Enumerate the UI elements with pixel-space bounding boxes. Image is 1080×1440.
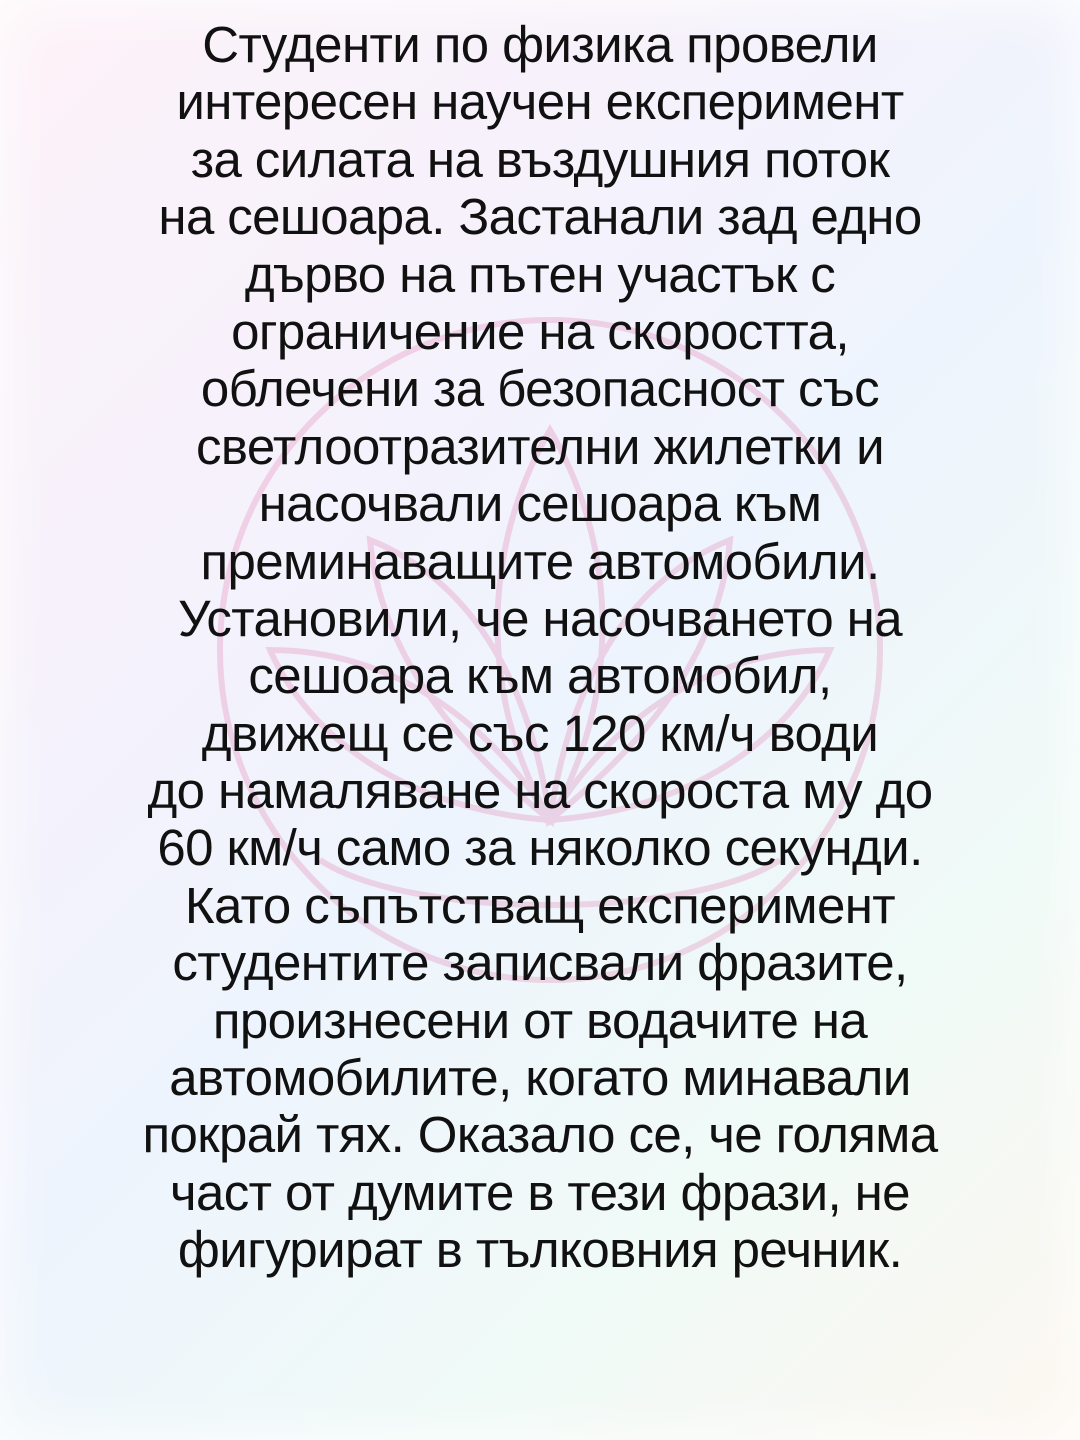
text-line: на сешоара. Застанали зад едно xyxy=(158,188,922,246)
text-line: движещ се със 120 км/ч води xyxy=(201,704,879,762)
text-line: Установили, че насочването на xyxy=(177,589,903,647)
text-line: студентите записвали фразите, xyxy=(172,934,908,992)
text-line: преминаващите автомобили. xyxy=(200,532,880,590)
text-line: насочвали сешоара към xyxy=(258,475,822,533)
quote-text xyxy=(0,16,1080,1279)
text-line: за силата на въздушния поток xyxy=(190,130,890,188)
text-line: ограничение на скоростта, xyxy=(231,302,849,360)
text-line: облечени за безопасност със xyxy=(200,360,880,418)
text-line: покрай тях. Оказало се, че голяма xyxy=(142,1106,938,1164)
text-line: до намаляване на скороста му до xyxy=(147,762,933,820)
text-line: Като съпътстващ експеримент xyxy=(184,876,896,934)
text-line: 60 км/ч само за няколко секунди. xyxy=(157,819,923,877)
text-line: дърво на пътен участък с xyxy=(244,245,836,303)
text-line: интересен научен експеримент xyxy=(176,73,904,131)
text-line: автомобилите, когато минавали xyxy=(169,1049,911,1107)
text-line: част от думите в тези фрази, не xyxy=(170,1163,910,1221)
text-line: произнесени от водачите на xyxy=(212,991,868,1049)
text-line: Студенти по физика провели xyxy=(202,16,878,73)
text-line: светлоотразителни жилетки и xyxy=(196,417,884,475)
text-line: сешоара към автомобил, xyxy=(248,647,832,705)
text-line: фигурират в тълковния речник. xyxy=(177,1221,903,1279)
